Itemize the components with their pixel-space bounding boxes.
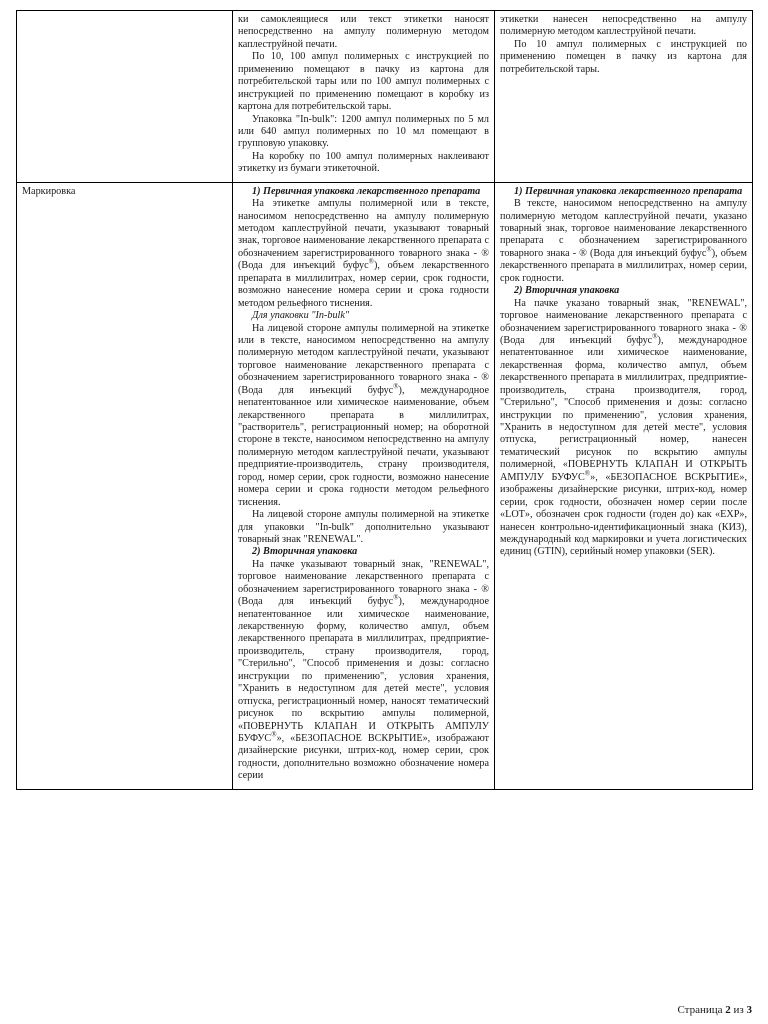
paragraph: На лицевой стороне ампулы полимерной на этикетке для упаковки "In-bulk" дополнительно указывают товарный знак "RENEWAL". [238, 509, 489, 545]
paragraph-continuation: ки самоклеящиеся или текст этикетки наносят непосредственно на ампулу полимерную методом каплеструйной печати. [238, 14, 489, 50]
paragraph: По 10 ампул полимерных с инструкцией по применению помещен в пачку из картона для потребительской тары. [500, 38, 747, 75]
specification-table [16, 10, 753, 790]
paragraph: На пачке указано товарный знак, "RENEWAL", торговое наименование лекарственного препарата с обозначением зарегистрированного товарного знака - ® (Вода для инъекций буфус®), международное непатентованное или химическое наименование, лекарственная форма, количество ампул, объем лекарственного препарата в миллилитрах, предприятие-производитель, страна производителя, город, "Стерильно", "Способ применения и дозы: согласно инструкции по применению", условия хранения, "Хранить в недоступном для детей месте", условия отпуска, регистрационный номер, нанесен тематический рисунок по вскрытию ампулы полимерной, «ПОВЕРНУТЬ КЛАПАН И ОТКРЫТЬ АМПУЛУ БУФУС®», «БЕЗОПАСНОЕ ВСКРЫТИЕ», изображены дизайнерские рисунки, штрих-код, номер серии, срок годности, обозначен номер серии после «LOT», обозначен срок годности (годен до) как «EXP», нанесен контрольно-идентификационный знака (КИЗ), международный код маркировки и учета логистических единиц (GTIN), серийный номер упаковки (SER). [500, 297, 748, 558]
paragraph: На этикетке ампулы полимерной или в тексте, наносимом непосредственно на ампулу полимерную методом каплеструйной печати, указывают товарный знак, торговое наименование лекарственного препарата с обозначением зарегистрированного товарного знака - ® (Вода для инъекций буфус®), объем лекарственного препарата в миллилитрах, номер серии, срок годности, возможно нанесение номера серии и срока годности методом рельефного тиснения. [238, 198, 489, 309]
subsection-heading: 2) Вторичная упаковка [514, 285, 620, 297]
footer-page-number: 2 [725, 1004, 731, 1016]
subsection-heading: 2) Вторичная упаковка [252, 546, 358, 558]
subsection-heading: 1) Первичная упаковка лекарственного препарата [514, 185, 743, 197]
row-label: Маркировка [22, 185, 76, 197]
table-row [17, 182, 753, 789]
subsection-heading: 1) Первичная упаковка лекарственного препарата [252, 185, 481, 197]
subsection-subheading: Для упаковки "In-bulk" [252, 310, 350, 322]
paragraph: В тексте, наносимом непосредственно на ампулу полимерную методом каплеструйной печати, указано товарный знак, торговое наименование лекарственного препарата с обозначением зарегистрированного товарного знака - ® (Вода для инъекций буфус®), объем лекарственного препарата в миллилитрах, номер серии, срок годности. [500, 198, 747, 284]
row-label-cell-markirovka [17, 182, 233, 789]
row-col2-cell [233, 11, 495, 183]
row-col2-cell [233, 182, 495, 789]
page-footer [677, 1004, 752, 1016]
row-col3-cell [495, 11, 753, 183]
footer-prefix: Страница [677, 1004, 723, 1016]
paragraph: На лицевой стороне ампулы полимерной на этикетке или в тексте, наносимом непосредственно на ампулу полимерную методом каплеструйной печати, указывают торговое наименование лекарственного препарата с обозначением зарегистрированного товарного знака - ® (Вода для инъекций буфус®), международное непатентованное или химическое наименование, объем лекарственного препарата в миллилитрах, "растворитель", регистрационный номер; на оборотной стороне в тексте, наносимом непосредственно на ампулу полимерную методом каплеструйной печати, указывают предприятие-производитель, страну производителя, город, номер серии, срок годности, возможно нанесение номера серии и срока годности методом рельефного тиснения. [238, 322, 490, 508]
table-row [17, 11, 753, 183]
footer-middle: из [733, 1004, 744, 1016]
paragraph: Упаковка "In-bulk": 1200 ампул полимерных по 5 мл или 640 ампул полимерных по 10 мл помещают в групповую упаковку. [238, 113, 489, 150]
footer-total-pages: 3 [746, 1004, 752, 1016]
paragraph-continuation: этикетки нанесен непосредственно на ампулу полимерную методом каплеструйной печати. [500, 14, 747, 38]
paragraph: По 10, 100 ампул полимерных с инструкцией по применению помещают в пачку из картона для потребительской тары или по 100 ампул полимерных с инструкцией по применению помещают в коробку из картона для потребительской тары. [238, 51, 489, 113]
row-col3-cell [495, 182, 753, 789]
paragraph: На пачке указывают товарный знак, "RENEWAL", торговое наименование лекарственного препарата с обозначением зарегистрированного товарного знака - ® (Вода для инъекций буфус®), международное непатентованное или химическое наименование, лекарственную форму, количество ампул, объем лекарственного препарата в миллилитрах, предприятие-производитель, страну производителя, город, "Стерильно", "Способ применения и дозы: согласно инструкции по применению", условия хранения, "Хранить в недоступном для детей месте", условия отпуска, регистрационный номер, наносят тематический рисунок по вскрытию ампулы полимерной, «ПОВЕРНУТЬ КЛАПАН И ОТКРЫТЬ АМПУЛУ БУФУС®», «БЕЗОПАСНОЕ ВСКРЫТИЕ», изображают дизайнерские рисунки, штрих-код, номер серии, срок годности, дополнительно возможно обозначение номера серии [238, 558, 490, 782]
paragraph: На коробку по 100 ампул полимерных наклеивают этикетку из бумаги этикеточной. [238, 150, 489, 175]
row-label-cell [17, 11, 233, 183]
